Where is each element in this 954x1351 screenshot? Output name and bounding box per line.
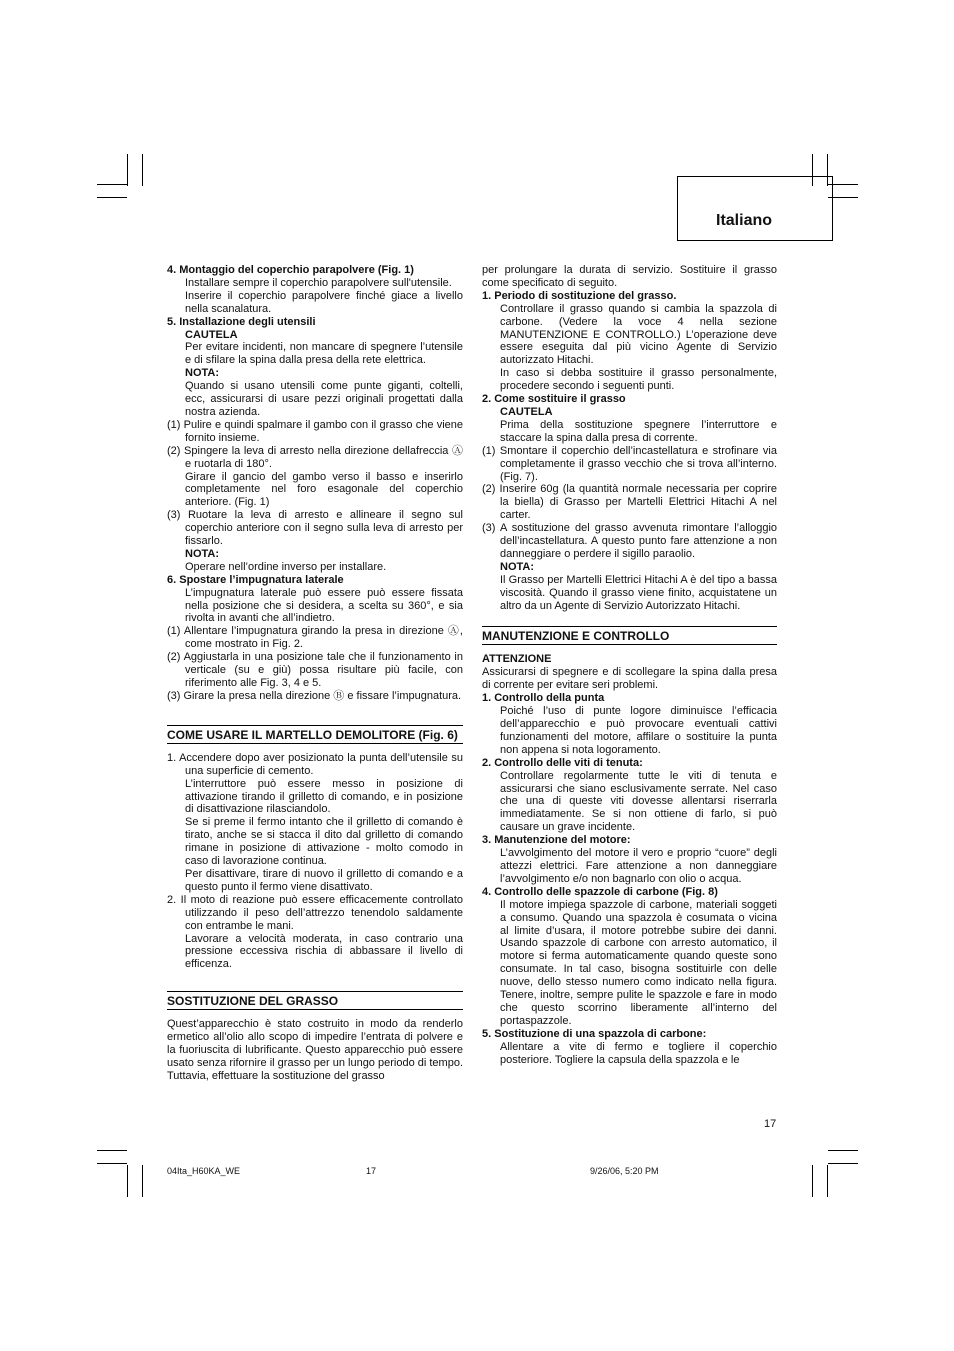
paragraph: Quando si usano utensili come punte giganti, coltelli, ecc, assicurarsi di usare pezzi originali progettati dalla nostra azienda.	[185, 380, 463, 418]
language-tab	[677, 176, 833, 241]
note-label: NOTA:	[185, 367, 220, 380]
list-item: (1) Allentare l’impugnatura girando la presa in direzione Ⓐ, come mostrato in Fig. 2.	[167, 625, 463, 651]
list-item: 1. Accendere dopo aver posizionato la punta dell’utensile su una superficie di cemento.	[167, 751, 463, 777]
paragraph: Operare nell’ordine inverso per installare.	[185, 560, 387, 573]
paragraph: Prima della sostituzione spegnere l’interruttore e staccare la spina dalla presa di corrente.	[500, 418, 777, 444]
right-column	[482, 264, 777, 1066]
paragraph: per prolungare la durata di servizio. Sostituire il grasso come specificato di seguito.	[482, 264, 777, 289]
section-heading: MANUTENZIONE E CONTROLLO	[482, 626, 777, 645]
paragraph: Assicurarsi di spegnere e di scollegare la spina dalla presa di corrente per evitare seri problemi.	[482, 666, 777, 692]
section-title: 5. Sostituzione di una spazzola di carbone:	[482, 1027, 707, 1040]
paragraph: Girare il gancio del gambo verso il basso e inserirlo completamente nel foro esagonale del coperchio anteriore. (Fig. 1)	[185, 470, 463, 509]
paragraph: In caso si debba sostituire il grasso personalmente, procedere secondo i seguenti punti.	[500, 367, 777, 393]
paragraph: Installare sempre il coperchio parapolvere sull'utensile.	[185, 276, 452, 289]
paragraph: Se si preme il fermo intanto che il grilletto di comando è tirato, anche se si stacca il dito dal grilletto di comando rimane in posizione di attivazione - molto comodo in caso di lavorazione continua.	[185, 816, 463, 868]
language-label: Italiano	[716, 212, 773, 229]
list-item: (2) Aggiustarla in una posizione tale che il funzionamento in verticale (su e giù) possa risultare più facile, con riferimento alle Fig. 3, 4 e 5.	[167, 651, 463, 689]
list-item: (2) Inserire 60g (la quantità normale necessaria per coprire la biella) di Grasso per Martelli Elettrici Hitachi A nel carter.	[482, 483, 777, 522]
footer-filename: 04Ita_H60KA_WE	[167, 1166, 241, 1176]
paragraph: Per disattivare, tirare di nuovo il grilletto di comando e a questo punto il fermo viene disattivato.	[185, 867, 463, 893]
note-label: NOTA:	[500, 560, 535, 573]
list-item: (3) Girare la presa nella direzione Ⓑ e fissare l’impugnatura.	[167, 689, 462, 702]
paragraph: Il motore impiega spazzole di carbone, materiali soggeti a consumo. Quando una spazzola è cosumata o vicina al limite d’usara, il motore potrebbe subire dei danni. Usando spazzole di carbone con arresto automatico, il motore si ferma automaticamente quando queste sono consumate. In tal caso, bisogna sostituirle con delle nuove, dello stesso numero como indicato nella figura. Tenere, inoltre, sempre pulite le spazzole e fare in modo che questo scorrino liberamente all’interno del portaspazzole.	[500, 898, 777, 1027]
attention-label: ATTENZIONE	[482, 653, 552, 666]
section-title: 1. Controllo della punta	[482, 692, 605, 705]
paragraph: Il Grasso per Martelli Elettrici Hitachi A è del tipo a bassa viscosità. Quando il grasso viene finito, acquistatene un altro da un Agente di Servizio Autorizzato Hitachi.	[500, 573, 777, 612]
footer-page: 17	[366, 1166, 377, 1176]
section-title: 2. Come sostituire il grasso	[482, 393, 626, 406]
paragraph: Poiché l’uso di punte logore diminuisce l’efficacia dell’apparecchio e può provocare eventuali cattivi funzionamenti del motore, affilare o sostituire la punta non appena si nota logoramento.	[500, 705, 777, 756]
list-item: (1) Smontare il coperchio dell’incastellatura e strofinare via completamente il grasso vecchio che si trova all’interno. (Fig. 7).	[482, 444, 777, 483]
section-title: 3. Manutenzione del motore:	[482, 834, 631, 847]
left-column	[167, 264, 463, 1083]
paragraph: Inserire il coperchio parapolvere finché giace a livello nella scanalatura.	[185, 289, 463, 315]
paragraph: Allentare a vite di fermo e togliere il coperchio posteriore. Togliere la capsula della spazzola e le	[500, 1040, 777, 1066]
paragraph: Controllare il grasso quando si cambia la spazzola di carbone. (Vedere la voce 4 nella sezione MANUTENZIONE E CONTROLLO.) L’operazione deve essere eseguita dal più vicino Agente di Servizio autorizzato Hitachi.	[500, 302, 777, 367]
caution-label: CAUTELA	[500, 405, 553, 418]
section-title: 2. Controllo delle viti di tenuta:	[482, 756, 643, 769]
note-label: NOTA:	[185, 547, 220, 560]
list-item: 2. Il moto di reazione può essere efficacemente controllato utilizzando il peso dell’attrezzo tenendolo saldamente con entrambe le mani.	[167, 893, 463, 932]
page-number: 17	[764, 1118, 777, 1130]
list-item: (3) A sostituzione del grasso avvenuta rimontare l’alloggio dell’incastellatura. A questo punto fare attenzione a non danneggiare o perdere il sigillo paraolio.	[482, 522, 777, 560]
paragraph: Per evitare incidenti, non mancare di spegnere l’utensile e di sfilare la spina dalla presa della rete elettrica.	[185, 341, 463, 367]
paragraph: L’avvolgimento del motore il vero e proprio “cuore” degli attezzi elettrici. Fare attenzione a non danneggiare l’avvolgimento e/o non bagnarlo con olio o acqua.	[500, 847, 777, 885]
list-item: (2) Spingere la leva di arresto nella direzione dellafreccia Ⓐ e ruotarla di 180°.	[167, 444, 463, 470]
paragraph: L’interruttore può essere messo in posizione di attivazione tirando il grilletto di comando, e in posizione di disattivazione rilasciandolo.	[185, 777, 463, 816]
caution-label: CAUTELA	[185, 328, 238, 341]
paragraph: L’impugnatura laterale può essere può essere fissata nella posizione che si desidera, a scelta su 360°, e sia rivolta in avanti che all’indietro.	[185, 586, 463, 625]
footer-date: 9/26/06, 5:20 PM	[590, 1166, 659, 1176]
list-item: (3) Ruotare la leva di arresto e allineare il segno sul coperchio anteriore con il segno sulla leva di arresto per fissarlo.	[167, 509, 463, 548]
section-title: 5. Installazione degli utensili	[167, 315, 316, 328]
paragraph: Lavorare a velocità moderata, in caso contrario una pressione eccessiva rischia di abbassare il livello di efficenza.	[185, 932, 463, 971]
paragraph: Quest’apparecchio è stato costruito in modo da renderlo ermetico all’olio allo scopo di impedire l’entrata di polvere e la fuoriuscita di lubrificante. Questo apparecchio può essere usato senza rifornire il grasso per un lungo periodo di tempo. Tuttavia, effettuare la sostituzione del grasso	[167, 1018, 463, 1082]
section-title: 4. Controllo delle spazzole di carbone (Fig. 8)	[482, 885, 718, 898]
section-heading: SOSTITUZIONE DEL GRASSO	[167, 991, 463, 1010]
section-title: 4. Montaggio del coperchio parapolvere (Fig. 1)	[167, 264, 414, 276]
list-item: (1) Pulire e quindi spalmare il gambo con il grasso che viene fornito insieme.	[167, 418, 463, 444]
section-title: 6. Spostare l’impugnatura laterale	[167, 573, 344, 586]
section-heading: COME USARE IL MARTELLO DEMOLITORE (Fig. 6)	[167, 725, 463, 744]
paragraph: Controllare regolarmente tutte le viti di tenuta e assicurarsi che siano esclusivamente serrate. Nel caso che una di queste viti dovesse allentarsi riserrarla immediatamente. Se si non ottiene di farlo, si può causare un grave incidente.	[500, 769, 777, 834]
section-title: 1. Periodo di sostituzione del grasso.	[482, 289, 677, 302]
